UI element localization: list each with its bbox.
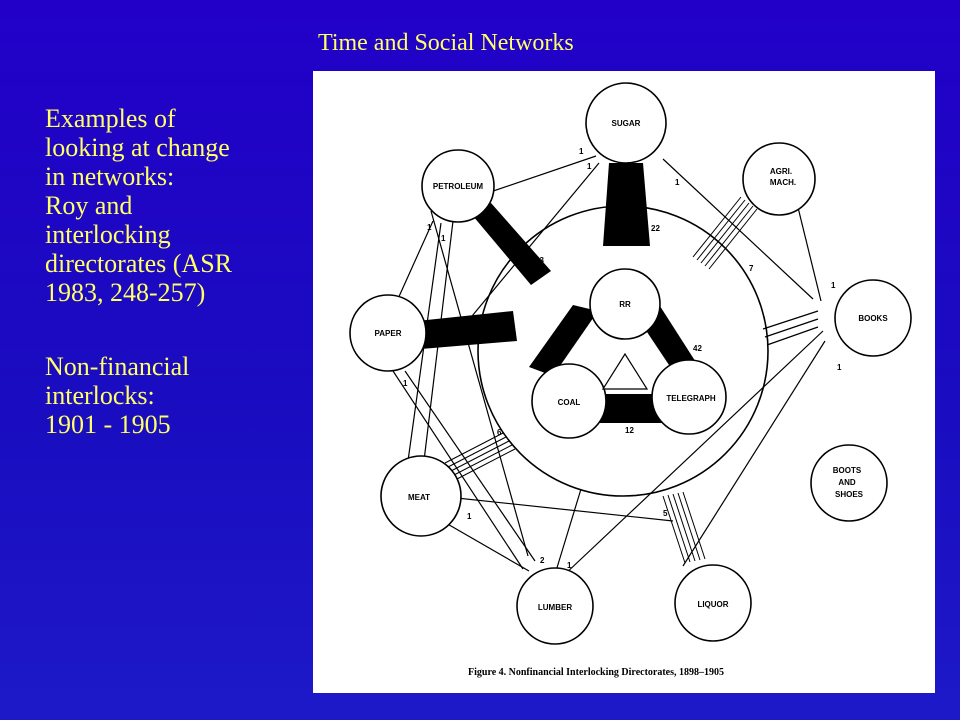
edge-label-meat-hub: 6 [497, 428, 502, 437]
label-petroleum: PETROLEUM [432, 182, 484, 191]
figure-caption: Figure 4. Nonfinancial Interlocking Directorates, 1898–1905 [468, 667, 724, 678]
edge-books-hub-2 [765, 319, 818, 337]
bundle-liquor [663, 492, 705, 563]
network-figure [313, 71, 935, 693]
edge-label-sugar-1b: 1 [587, 162, 592, 171]
edge-label-meat-1: 1 [467, 512, 472, 521]
edge-label-sugar-hub: 22 [651, 224, 660, 233]
label-meat: MEAT [407, 493, 431, 502]
edge-label-lumber-1: 1 [567, 561, 572, 570]
edge-paper-hub [417, 311, 517, 349]
network-diagram [313, 71, 935, 693]
label-agri: AGRI. [769, 167, 793, 176]
slide-title: Time and Social Networks [318, 30, 574, 56]
edge-label-lumber-2: 2 [540, 556, 545, 565]
edge-label-books-1a: 1 [831, 281, 836, 290]
label-paper: PAPER [374, 329, 402, 338]
edge-label-paper-hub: 24 [487, 318, 496, 327]
label-lumber: LUMBER [537, 603, 573, 612]
side-line: interlocks: [45, 381, 155, 410]
edge-label-sugar-1a: 1 [579, 147, 584, 156]
edge-label-petroleum-1b: 1 [441, 234, 446, 243]
label-liquor: LIQUOR [697, 600, 729, 609]
intro-line: directorates (ASR [45, 249, 233, 278]
side-text [45, 352, 285, 439]
edge-label-rr-telegraph: 42 [693, 344, 702, 353]
label-books: BOOKS [858, 314, 888, 323]
edge-label-rr-coal: 83 [551, 351, 560, 360]
label-rr: RR [619, 300, 631, 309]
intro-line: Examples of [45, 104, 176, 133]
edge-label-petroleum-1a: 1 [427, 223, 432, 232]
label-telegraph: TELEGRAPH [666, 394, 716, 403]
label-boots-2: AND [838, 478, 856, 487]
intro-line: interlocking [45, 220, 171, 249]
edge-label-books-1b: 1 [837, 363, 842, 372]
edge-lumber-hub [556, 489, 581, 571]
edge-label-coal-telegraph: 12 [625, 426, 634, 435]
edge-label-petroleum-hub: 13 [535, 256, 544, 265]
intro-line: Roy and [45, 191, 133, 220]
label-boots-3: SHOES [834, 490, 864, 499]
center-triangle [603, 354, 647, 389]
intro-line: in networks: [45, 162, 175, 191]
edge-books-hub-1 [763, 311, 818, 329]
bundle-agri [693, 197, 757, 269]
edge-label-paper-1: 1 [403, 379, 408, 388]
intro-text [45, 104, 285, 307]
side-line: 1901 - 1905 [45, 410, 171, 439]
edge-sugar-hub [603, 163, 650, 246]
edge-meat-liquor [438, 496, 673, 521]
edge-label-agri-hub: 7 [749, 264, 754, 273]
side-line: Non-financial [45, 352, 190, 381]
edge-label-liquor-hub: 5 [663, 509, 668, 518]
label-agri-2: MACH. [769, 178, 797, 187]
label-sugar: SUGAR [611, 119, 641, 128]
edge-petroleum-hub [473, 203, 551, 285]
intro-line: looking at change [45, 133, 230, 162]
label-boots: BOOTS [832, 466, 862, 475]
edge-label-sugar-1c: 1 [675, 178, 680, 187]
intro-line: 1983, 248-257) [45, 278, 206, 307]
label-coal: COAL [557, 398, 581, 407]
